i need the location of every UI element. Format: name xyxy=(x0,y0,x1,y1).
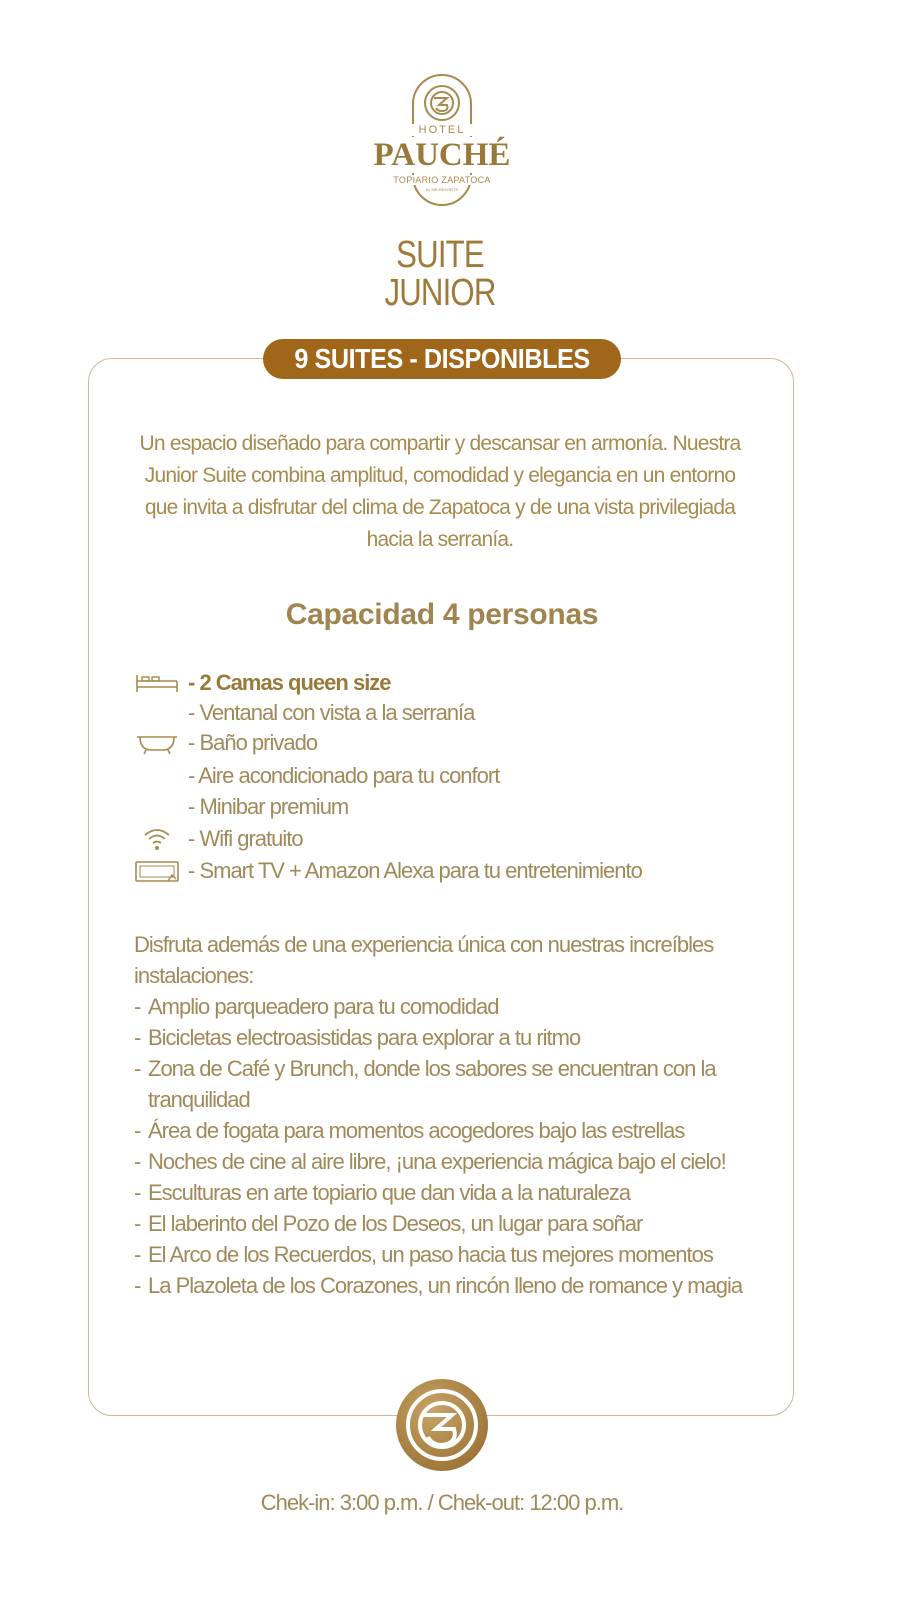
bathtub-icon xyxy=(134,729,180,757)
title-line-2: JUNIOR xyxy=(384,272,496,314)
intro-paragraph: Un espacio diseñado para compartir y descansar en armonía. Nuestra Junior Suite combina amplitud, comodidad y elegancia en un entorno que invita a disfrutar del clima de Zapatoca y de una vista privilegiada hacia la serranía. xyxy=(139,432,741,551)
wifi-icon xyxy=(134,825,180,853)
list-item: - El laberinto del Pozo de los Deseos, un lugar para soñar xyxy=(134,1208,774,1239)
amenity-text: - 2 Camas queen size xyxy=(188,670,391,695)
tv-icon xyxy=(134,857,180,885)
logo-tagline: by SIB RESORTS xyxy=(425,187,459,192)
amenity-text: - Wifi gratuito xyxy=(188,826,303,851)
amenity-text: - Aire acondicionado para tu confort xyxy=(188,763,500,788)
list-item: - El Arco de los Recuerdos, un paso hacia tus mejores momentos xyxy=(134,1239,774,1270)
extras-list xyxy=(134,991,774,1301)
amenity-item xyxy=(134,823,754,855)
amenity-text: - Ventanal con vista a la serranía xyxy=(188,700,475,725)
checkin-checkout-times: Chek-in: 3:00 p.m. / Chek-out: 12:00 p.m. xyxy=(260,1490,624,1515)
logo-hotel-text: HOTEL xyxy=(372,124,512,136)
availability-badge xyxy=(263,339,621,379)
list-item: - Amplio parqueadero para tu comodidad xyxy=(134,991,774,1022)
list-item: - Bicicletas electroasistidas para explorar a tu ritmo xyxy=(134,1022,774,1053)
emblem-seal-icon xyxy=(394,1377,490,1473)
list-item: - Noches de cine al aire libre, ¡una experiencia mágica bajo el cielo! xyxy=(134,1146,774,1177)
amenity-text: - Baño privado xyxy=(188,730,318,755)
logo-emblem-icon xyxy=(423,84,461,122)
hotel-logo xyxy=(372,74,512,210)
amenity-item xyxy=(134,727,754,759)
amenity-text: - Minibar premium xyxy=(188,794,349,819)
list-item: - La Plazoleta de los Corazones, un rincón lleno de romance y magia xyxy=(134,1270,774,1301)
extras-section xyxy=(134,929,774,1301)
extras-intro: Disfruta además de una experiencia única con nuestras increíbles instalaciones: xyxy=(134,932,714,988)
availability-text: 9 SUITES - DISPONIBLES xyxy=(294,343,590,374)
title-line-1: SUITE xyxy=(396,234,484,276)
amenity-item xyxy=(134,760,754,792)
amenity-item xyxy=(134,791,754,823)
amenity-item xyxy=(134,667,754,699)
logo-name: PAUCHÉ xyxy=(373,137,511,173)
capacity-heading: Capacidad 4 personas xyxy=(285,598,599,631)
bed-icon xyxy=(134,669,180,697)
list-item: - Área de fogata para momentos acogedores bajo las estrellas xyxy=(134,1115,774,1146)
amenity-item xyxy=(134,697,754,729)
logo-subtitle: TOPIARIO ZAPATOCA xyxy=(372,175,512,185)
amenity-item xyxy=(134,855,754,887)
list-item: - Zona de Café y Brunch, donde los sabores se encuentran con la tranquilidad xyxy=(134,1053,774,1115)
amenity-text: - Smart TV + Amazon Alexa para tu entretenimiento xyxy=(188,858,642,883)
list-item: - Esculturas en arte topiario que dan vida a la naturaleza xyxy=(134,1177,774,1208)
page-title xyxy=(79,236,801,312)
